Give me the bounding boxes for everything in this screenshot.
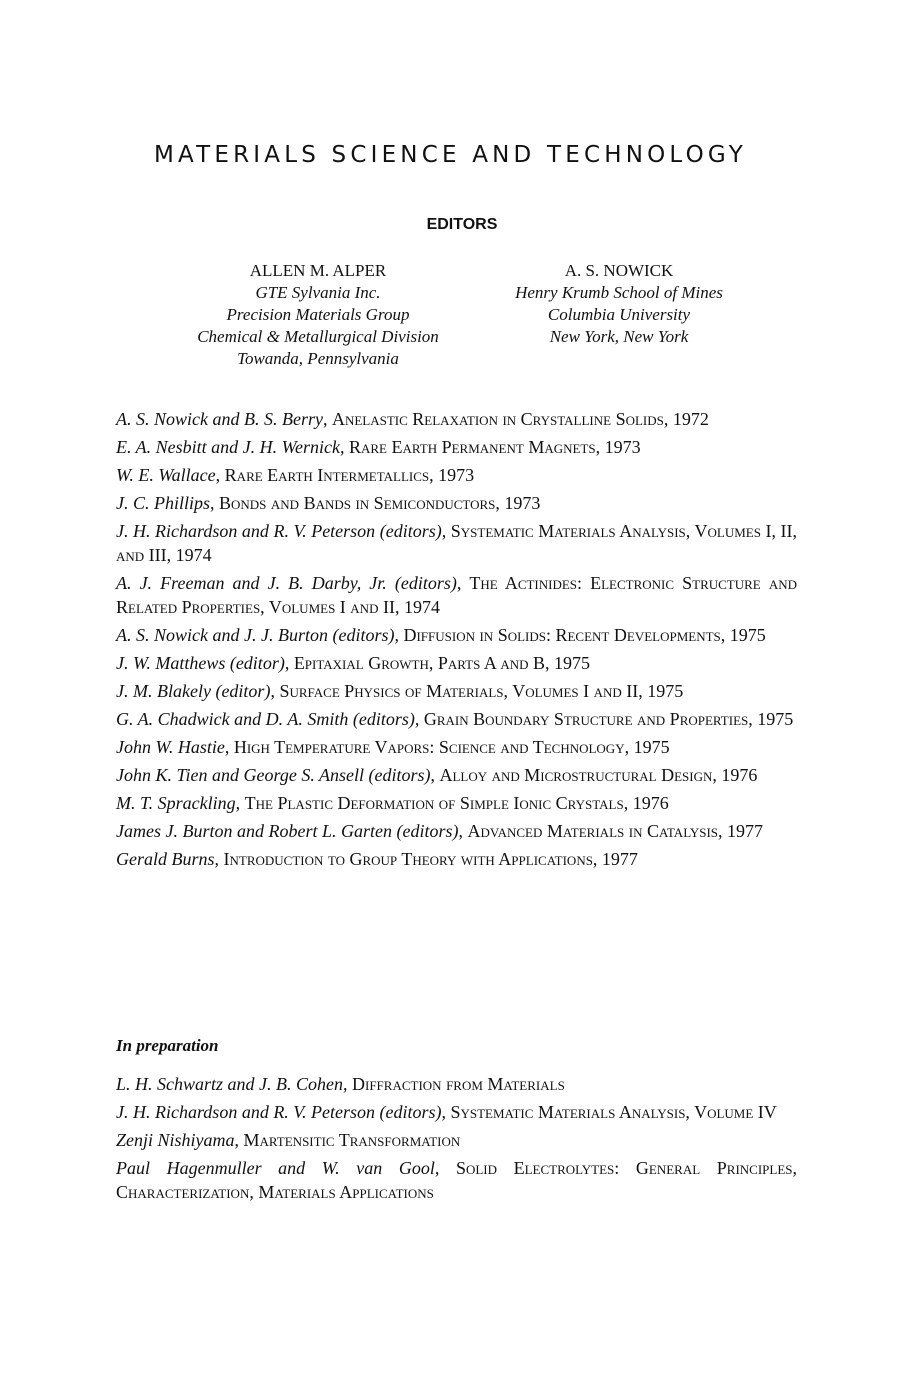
book-author: Paul Hagenmuller and W. van Gool xyxy=(116,1158,435,1178)
book-author: James J. Burton and Robert L. Garten (editors) xyxy=(116,821,459,841)
series-title: MATERIALS SCIENCE AND TECHNOLOGY xyxy=(153,142,748,168)
book-author: J. M. Blakely (editor) xyxy=(116,681,271,701)
book-entry: M. T. Sprackling, The Plastic Deformation of Simple Ionic Crystals, 1976 xyxy=(116,793,669,813)
editor-affiliation: Chemical & Metallurgical Division xyxy=(197,327,439,346)
book-entry: L. H. Schwartz and J. B. Cohen, Diffraction from Materials xyxy=(116,1074,565,1094)
book-title: The Actinides: Electronic Structure and Related Properties, Volumes I and II, 1974 xyxy=(116,573,797,617)
book-entry: A. S. Nowick and J. J. Burton (editors), Diffusion in Solids: Recent Developments, 1975 xyxy=(116,625,766,645)
editor-nowick xyxy=(469,260,769,348)
in-preparation-heading: In preparation xyxy=(116,1036,219,1055)
book-title: Systematic Materials Analysis, Volume IV xyxy=(450,1102,777,1122)
book-author: L. H. Schwartz and J. B. Cohen xyxy=(116,1074,343,1094)
book-title: Grain Boundary Structure and Properties, 1975 xyxy=(423,709,794,729)
book-entry: J. M. Blakely (editor), Surface Physics of Materials, Volumes I and II, 1975 xyxy=(116,681,684,701)
book-author: G. A. Chadwick and D. A. Smith (editors) xyxy=(116,709,415,729)
book-title: Martensitic Transformation xyxy=(243,1130,461,1150)
book-author: Gerald Burns xyxy=(116,849,215,869)
book-title: The Plastic Deformation of Simple Ionic Crystals, 1976 xyxy=(244,793,669,813)
book-entry: J. H. Richardson and R. V. Peterson (editors), Systematic Materials Analysis, Volumes I, II, and III, 1974 xyxy=(116,521,797,565)
book-title: Bonds and Bands in Semiconductors, 1973 xyxy=(219,493,541,513)
book-entry: G. A. Chadwick and D. A. Smith (editors), Grain Boundary Structure and Properties, 1975 xyxy=(116,709,794,729)
book-author: A. S. Nowick and J. J. Burton (editors) xyxy=(116,625,395,645)
book-author: W. E. Wallace xyxy=(116,465,216,485)
book-author: John K. Tien and George S. Ansell (editors) xyxy=(116,765,431,785)
book-entry: Paul Hagenmuller and W. van Gool, Solid Electrolytes: General Principles, Characterization, Materials Applications xyxy=(116,1158,798,1202)
in-preparation-list xyxy=(116,1072,797,1208)
book-author: A. J. Freeman and J. B. Darby, Jr. (editors) xyxy=(116,573,457,593)
editor-affiliation: Towanda, Pennsylvania xyxy=(237,349,399,368)
book-title: Systematic Materials Analysis, Volumes I, II, and III, 1974 xyxy=(116,521,797,565)
book-entry: James J. Burton and Robert L. Garten (editors), Advanced Materials in Catalysis, 1977 xyxy=(116,821,764,841)
book-entry: Gerald Burns, Introduction to Group Theory with Applications, 1977 xyxy=(116,849,638,869)
book-author: John W. Hastie xyxy=(116,737,225,757)
editor-name: A. S. NOWICK xyxy=(564,261,674,280)
book-author: M. T. Sprackling xyxy=(116,793,236,813)
book-title: Epitaxial Growth, Parts A and B, 1975 xyxy=(293,653,591,673)
book-author: A. S. Nowick and B. S. Berry xyxy=(116,409,323,429)
book-title: Introduction to Group Theory with Applications, 1977 xyxy=(223,849,638,869)
editor-affiliation: Henry Krumb School of Mines xyxy=(515,283,723,302)
editor-alper xyxy=(168,260,468,370)
editor-affiliation: Columbia University xyxy=(547,305,691,324)
editor-affiliation: Precision Materials Group xyxy=(226,305,410,324)
book-entry: J. W. Matthews (editor), Epitaxial Growth, Parts A and B, 1975 xyxy=(116,653,591,673)
book-author: J. H. Richardson and R. V. Peterson (editors) xyxy=(116,521,442,541)
book-title: Solid Electrolytes: General Principles, Characterization, Materials Applications xyxy=(116,1158,798,1202)
book-entry: W. E. Wallace, Rare Earth Intermetallics, 1973 xyxy=(116,465,475,485)
editors-heading: EDITORS xyxy=(426,216,498,233)
book-author: E. A. Nesbitt and J. H. Wernick xyxy=(116,437,340,457)
book-title: Rare Earth Permanent Magnets, 1973 xyxy=(348,437,641,457)
editor-name: ALLEN M. ALPER xyxy=(249,261,387,280)
book-title: Diffraction from Materials xyxy=(352,1074,565,1094)
book-title: Anelastic Relaxation in Crystalline Solids, 1972 xyxy=(331,409,709,429)
book-entry: A. S. Nowick and B. S. Berry, Anelastic Relaxation in Crystalline Solids, 1972 xyxy=(116,409,709,429)
book-entry: J. C. Phillips, Bonds and Bands in Semiconductors, 1973 xyxy=(116,493,541,513)
book-entry: J. H. Richardson and R. V. Peterson (editors), Systematic Materials Analysis, Volume IV xyxy=(116,1102,777,1122)
book-title: Diffusion in Solids: Recent Developments, 1975 xyxy=(403,625,766,645)
editor-affiliation: New York, New York xyxy=(549,327,689,346)
book-author: J. C. Phillips xyxy=(116,493,210,513)
book-author: J. H. Richardson and R. V. Peterson (editors) xyxy=(116,1102,442,1122)
book-entry: John K. Tien and George S. Ansell (editors), Alloy and Microstructural Design, 1976 xyxy=(116,765,758,785)
published-list xyxy=(116,407,797,875)
book-title: Alloy and Microstructural Design, 1976 xyxy=(439,765,758,785)
book-title: Rare Earth Intermetallics, 1973 xyxy=(224,465,475,485)
book-entry: Zenji Nishiyama, Martensitic Transformation xyxy=(116,1130,461,1150)
book-title: High Temperature Vapors: Science and Technology, 1975 xyxy=(233,737,670,757)
book-author: J. W. Matthews (editor) xyxy=(116,653,285,673)
book-title: Advanced Materials in Catalysis, 1977 xyxy=(467,821,764,841)
book-title: Surface Physics of Materials, Volumes I and II, 1975 xyxy=(279,681,684,701)
book-entry: John W. Hastie, High Temperature Vapors: Science and Technology, 1975 xyxy=(116,737,670,757)
book-entry: A. J. Freeman and J. B. Darby, Jr. (editors), The Actinides: Electronic Structure and Related Properties, Volumes I and II, 1974 xyxy=(116,573,797,617)
book-author: Zenji Nishiyama xyxy=(116,1130,235,1150)
editor-affiliation: GTE Sylvania Inc. xyxy=(255,283,381,302)
book-entry: E. A. Nesbitt and J. H. Wernick, Rare Earth Permanent Magnets, 1973 xyxy=(116,437,641,457)
